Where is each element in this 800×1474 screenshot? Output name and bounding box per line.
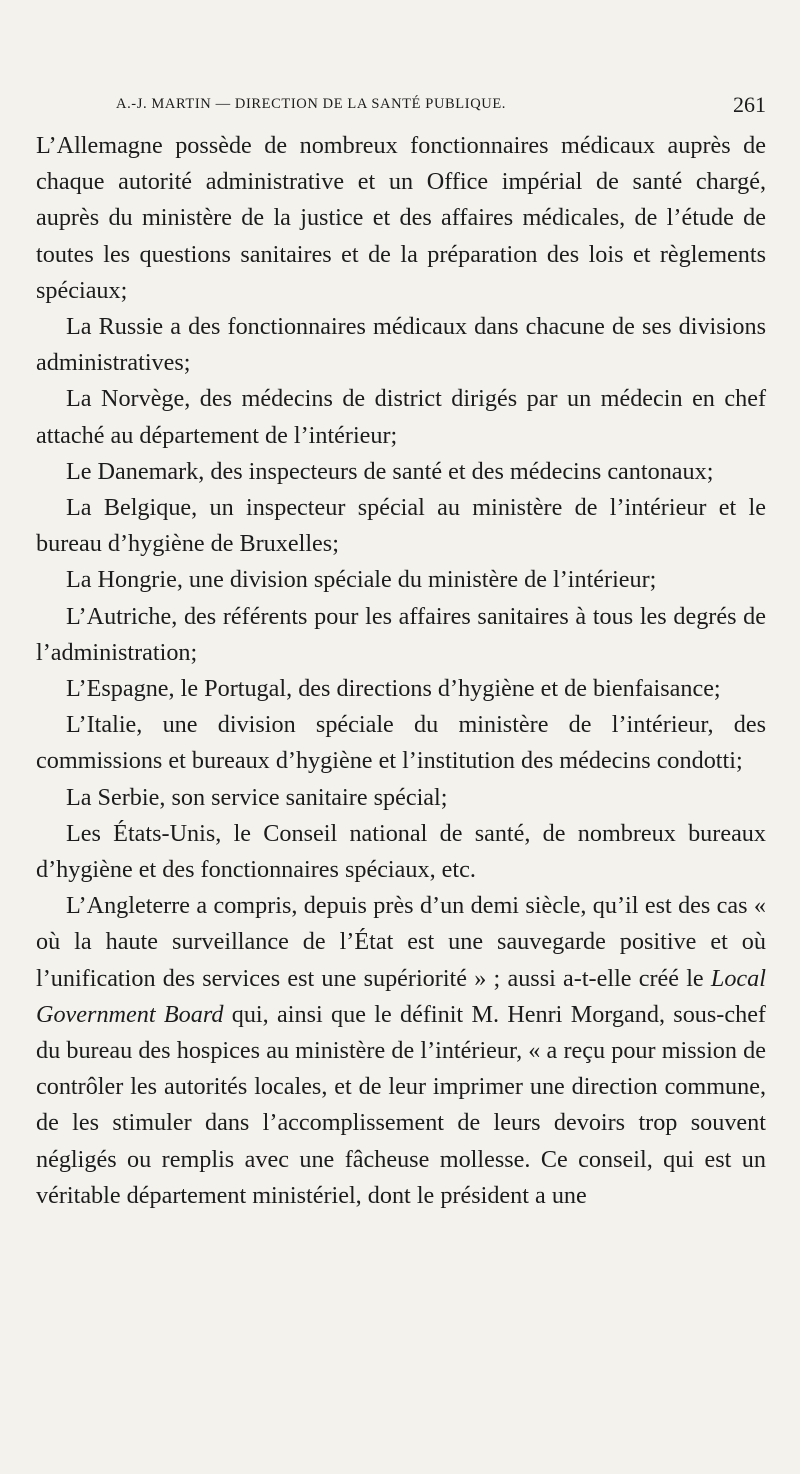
paragraph-hongrie: La Hongrie, une division spéciale du ministère de l’intérieur; [66, 566, 657, 594]
paragraph-italie: L’Italie, une division spéciale du ministère de l’intérieur, des commissions et bureaux d’hygiène et l’institution des médecins condotti; [36, 711, 766, 775]
paragraph-danemark: Le Danemark, des inspecteurs de santé et des médecins cantonaux; [66, 457, 714, 485]
paragraph-serbie: La Serbie, son service sanitaire spécial; [66, 783, 448, 811]
paragraph-belgique: La Belgique, un inspecteur spécial au ministère de l’intérieur et le bureau d’hygiène de Bruxelles; [36, 494, 766, 558]
paragraph-angleterre [36, 888, 766, 1214]
local-government-board-italic: Local Government Board [36, 964, 766, 1028]
paragraph-espagne-portugal: L’Espagne, le Portugal, des directions d’hygiène et de bienfaisance; [66, 675, 721, 703]
paragraph-russie: La Russie a des fonctionnaires médicaux dans chacune de ses divisions administratives; [36, 313, 766, 377]
angleterre-text-end: qui, ainsi que le définit M. Henri Morgand, sous-chef du bureau des hospices au ministère de l’intérieur, « a reçu pour mission de contrôler les autorités locales, et de leur imprimer une direction commune, de les stimuler dans l’accomplissement de leurs devoirs trop souvent négligés ou remplis avec une fâcheuse mollesse. Ce conseil, qui est un véritable département ministériel, dont le président a une [36, 1000, 766, 1209]
paragraph-norvege: La Norvège, des médecins de district dirigés par un médecin en chef attaché au département de l’intérieur; [36, 385, 766, 449]
paragraph-allemagne: L’Allemagne possède de nombreux fonctionnaires médicaux auprès de chaque autorité administrative et un Office impérial de santé chargé, auprès du ministère de la justice et des affaires médicales, de l’étude de toutes les questions sanitaires et de la préparation des lois et règlements spéciaux; [36, 132, 766, 304]
page-number: 261 [733, 92, 766, 117]
angleterre-text-start: L’Angleterre a compris, depuis près d’un demi siècle, qu’il est des cas « où la haute surveillance de l’État est une sauvegarde positive et où l’unification des services est une supériorité » ; aussi a-t-elle créé le [36, 892, 766, 992]
page-header [36, 94, 766, 124]
body-text [36, 128, 766, 1214]
paragraph-etats-unis: Les États-Unis, le Conseil national de santé, de nombreux bureaux d’hygiène et des fonctionnaires spéciaux, etc. [36, 819, 766, 884]
paragraph-autriche: L’Autriche, des référents pour les affaires sanitaires à tous les degrés de l’administration; [36, 602, 766, 666]
running-head: A.-J. MARTIN — DIRECTION DE LA SANTÉ PUBLIQUE. [116, 96, 507, 112]
